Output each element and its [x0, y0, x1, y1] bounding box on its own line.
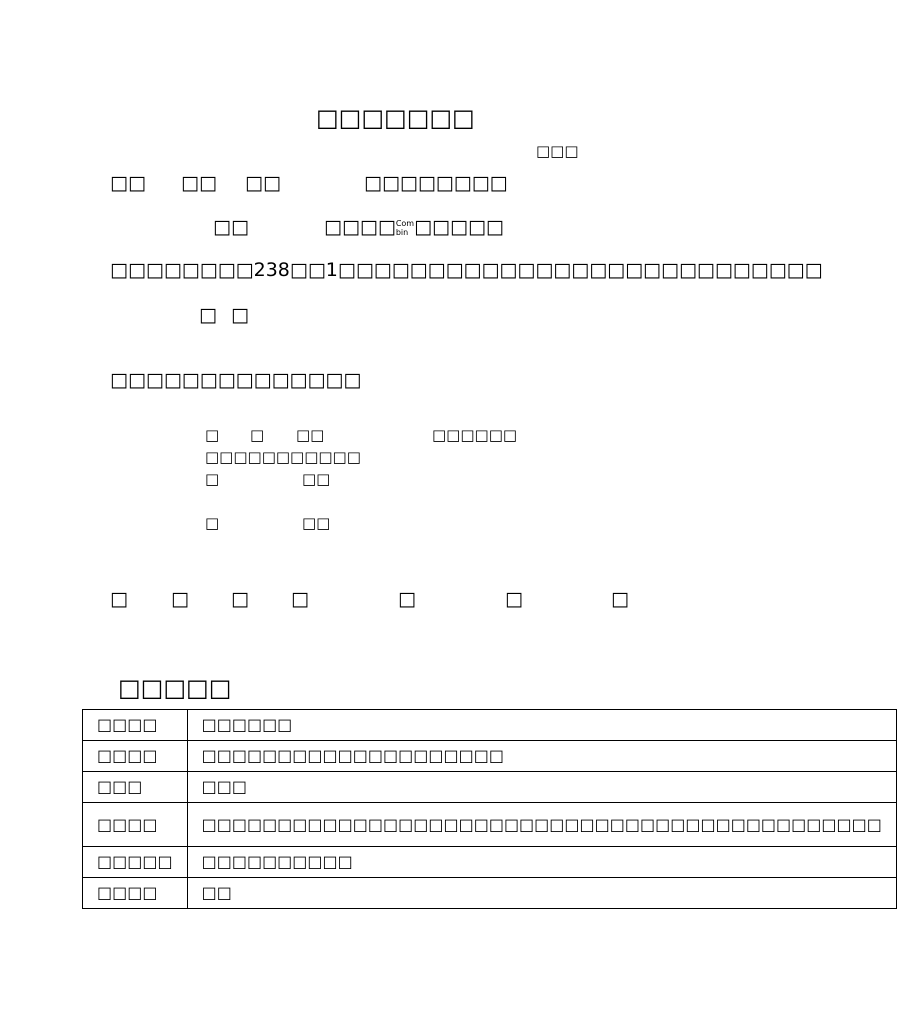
line2-field-b-text: □□□□: [324, 216, 396, 238]
table-key: □□□□: [83, 741, 188, 772]
line1-field-b: □□: [181, 172, 217, 194]
table-value: □□□□□□□□□□□□□□□□□□□□□□□□□□□□□□□□□□□□□□□□□□□□□: [187, 803, 896, 847]
date-char-6: □: [505, 588, 523, 610]
sig-r1-b: □: [250, 426, 265, 444]
table-row: [83, 710, 897, 741]
line4-field-b: □: [231, 304, 249, 326]
date-char-2: □: [171, 588, 189, 610]
sig-r2: □□□□□□□□□□□: [205, 448, 361, 466]
line1-field-c: □□: [245, 172, 281, 194]
line3-text: □□□□□□□□238□□1□□□□□□□□□□□□□□□□□□□□□□□□□□□: [110, 259, 823, 281]
line1-field-d: □□□□□□□□: [364, 172, 508, 194]
sig-r3-a: □: [205, 470, 220, 488]
table-key: □□□□: [83, 803, 188, 847]
combin-top: Com: [395, 218, 415, 228]
section-heading: □□□□□: [118, 674, 232, 702]
sig-r1-c: □□: [296, 426, 325, 444]
table-row: [83, 741, 897, 772]
table-row: [83, 847, 897, 878]
line1-field-a: □□: [110, 172, 146, 194]
document-number: □□□: [536, 142, 579, 160]
table-value: □□: [187, 878, 896, 909]
table-value: □□□□□□: [187, 710, 896, 741]
table-value: □□□□□□□□□□□□□□□□□□□□: [187, 741, 896, 772]
table-value: □□□: [187, 772, 896, 803]
line2-field-b: [324, 216, 504, 238]
date-char-3: □: [231, 588, 249, 610]
combin-mark: [396, 219, 414, 237]
sig-r3-b: □□: [302, 470, 331, 488]
table-row: [83, 878, 897, 909]
line2-field-c: □□□□□: [414, 216, 504, 238]
table-key: □□□□□: [83, 847, 188, 878]
sig-r4-b: □□: [302, 514, 331, 532]
table-key: □□□: [83, 772, 188, 803]
sig-r1-d: □□□□□□: [432, 426, 518, 444]
date-char-7: □: [611, 588, 629, 610]
table-key: □□□□: [83, 878, 188, 909]
combin-bottom: bin: [395, 227, 409, 237]
table-value: □□□□□□□□□□: [187, 847, 896, 878]
sig-r1-a: □: [205, 426, 220, 444]
table-row: [83, 772, 897, 803]
table-key: □□□□: [83, 710, 188, 741]
sig-r4-a: □: [205, 514, 220, 532]
date-char-4: □: [291, 588, 309, 610]
line4-field-a: □: [199, 304, 217, 326]
line2-field-a: □□: [213, 216, 249, 238]
date-char-5: □: [398, 588, 416, 610]
info-table: [82, 709, 897, 909]
document-title: □□□□□□□: [316, 104, 475, 132]
line5-text: □□□□□□□□□□□□□□: [110, 369, 362, 391]
date-char-1: □: [110, 588, 128, 610]
table-row: [83, 803, 897, 847]
